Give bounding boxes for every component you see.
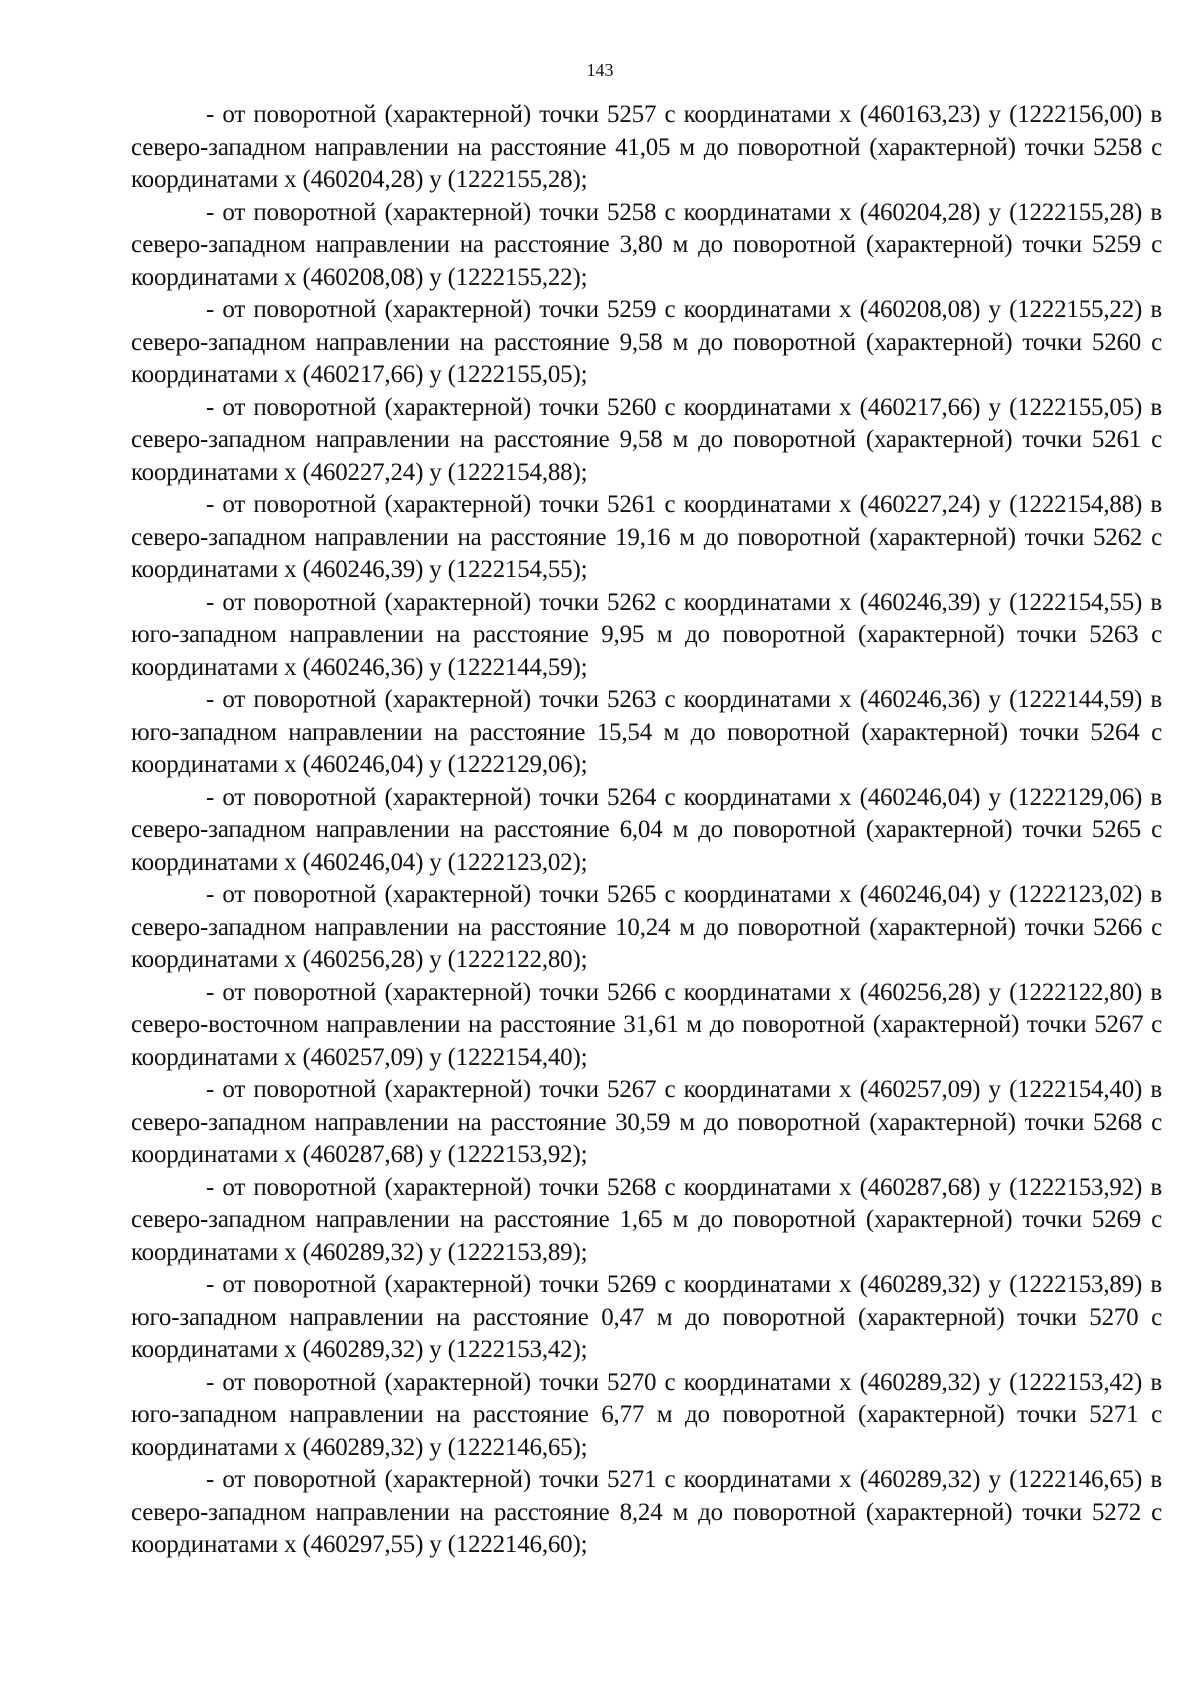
paragraph-boundary-segment: - от поворотной (характерной) точки 5260 с координатами х (460217,66) у (1222155,05) в северо-западном направлении на расстояние 9,58 м до поворотной (характерной) точки 5261 с координатами х (460227,24) у (1222154,88); bbox=[131, 393, 1162, 486]
paragraph-boundary-segment: - от поворотной (характерной) точки 5266 с координатами х (460256,28) у (1222122,80) в северо-восточном направлении на расстояние 31,61 м до поворотной (характерной) точки 5267 с координатами х (460257,09) у (1222154,40); bbox=[131, 978, 1162, 1071]
paragraph-boundary-segment: - от поворотной (характерной) точки 5258 с координатами х (460204,28) у (1222155,28) в северо-западном направлении на расстояние 3,80 м до поворотной (характерной) точки 5259 с координатами х (460208,08) у (1222155,22); bbox=[131, 198, 1162, 291]
paragraph-boundary-segment: - от поворотной (характерной) точки 5268 с координатами х (460287,68) у (1222153,92) в северо-западном направлении на расстояние 1,65 м до поворотной (характерной) точки 5269 с координатами х (460289,32) у (1222153,89); bbox=[131, 1173, 1162, 1266]
paragraph-boundary-segment: - от поворотной (характерной) точки 5265 с координатами х (460246,04) у (1222123,02) в северо-западном направлении на расстояние 10,24 м до поворотной (характерной) точки 5266 с координатами х (460256,28) у (1222122,80); bbox=[131, 881, 1162, 973]
document-body bbox=[131, 99, 1162, 1562]
paragraph-boundary-segment: - от поворотной (характерной) точки 5271 с координатами х (460289,32) у (1222146,65) в северо-западном направлении на расстояние 8,24 м до поворотной (характерной) точки 5272 с координатами х (460297,55) у (1222146,60); bbox=[131, 1466, 1162, 1558]
paragraph-boundary-segment: - от поворотной (характерной) точки 5263 с координатами х (460246,36) у (1222144,59) в юго-западном направлении на расстояние 15,54 м до поворотной (характерной) точки 5264 с координатами х (460246,04) у (1222129,06); bbox=[131, 686, 1162, 778]
paragraph-boundary-segment: - от поворотной (характерной) точки 5264 с координатами х (460246,04) у (1222129,06) в северо-западном направлении на расстояние 6,04 м до поворотной (характерной) точки 5265 с координатами х (460246,04) у (1222123,02); bbox=[131, 783, 1162, 876]
paragraph-boundary-segment: - от поворотной (характерной) точки 5261 с координатами х (460227,24) у (1222154,88) в северо-западном направлении на расстояние 19,16 м до поворотной (характерной) точки 5262 с координатами х (460246,39) у (1222154,55); bbox=[131, 491, 1162, 583]
paragraph-boundary-segment: - от поворотной (характерной) точки 5267 с координатами х (460257,09) у (1222154,40) в северо-западном направлении на расстояние 30,59 м до поворотной (характерной) точки 5268 с координатами х (460287,68) у (1222153,92); bbox=[131, 1076, 1162, 1168]
paragraph-boundary-segment: - от поворотной (характерной) точки 5269 с координатами х (460289,32) у (1222153,89) в юго-западном направлении на расстояние 0,47 м до поворотной (характерной) точки 5270 с координатами х (460289,32) у (1222153,42); bbox=[131, 1271, 1162, 1363]
page-number: 143 bbox=[586, 60, 614, 80]
paragraph-boundary-segment: - от поворотной (характерной) точки 5259 с координатами х (460208,08) у (1222155,22) в северо-западном направлении на расстояние 9,58 м до поворотной (характерной) точки 5260 с координатами х (460217,66) у (1222155,05); bbox=[131, 296, 1162, 388]
paragraph-boundary-segment: - от поворотной (характерной) точки 5262 с координатами х (460246,39) у (1222154,55) в юго-западном направлении на расстояние 9,95 м до поворотной (характерной) точки 5263 с координатами х (460246,36) у (1222144,59); bbox=[131, 588, 1162, 681]
paragraph-boundary-segment: - от поворотной (характерной) точки 5270 с координатами х (460289,32) у (1222153,42) в юго-западном направлении на расстояние 6,77 м до поворотной (характерной) точки 5271 с координатами х (460289,32) у (1222146,65); bbox=[131, 1368, 1162, 1461]
paragraph-boundary-segment: - от поворотной (характерной) точки 5257 с координатами х (460163,23) у (1222156,00) в северо-западном направлении на расстояние 41,05 м до поворотной (характерной) точки 5258 с координатами х (460204,28) у (1222155,28); bbox=[131, 101, 1162, 193]
